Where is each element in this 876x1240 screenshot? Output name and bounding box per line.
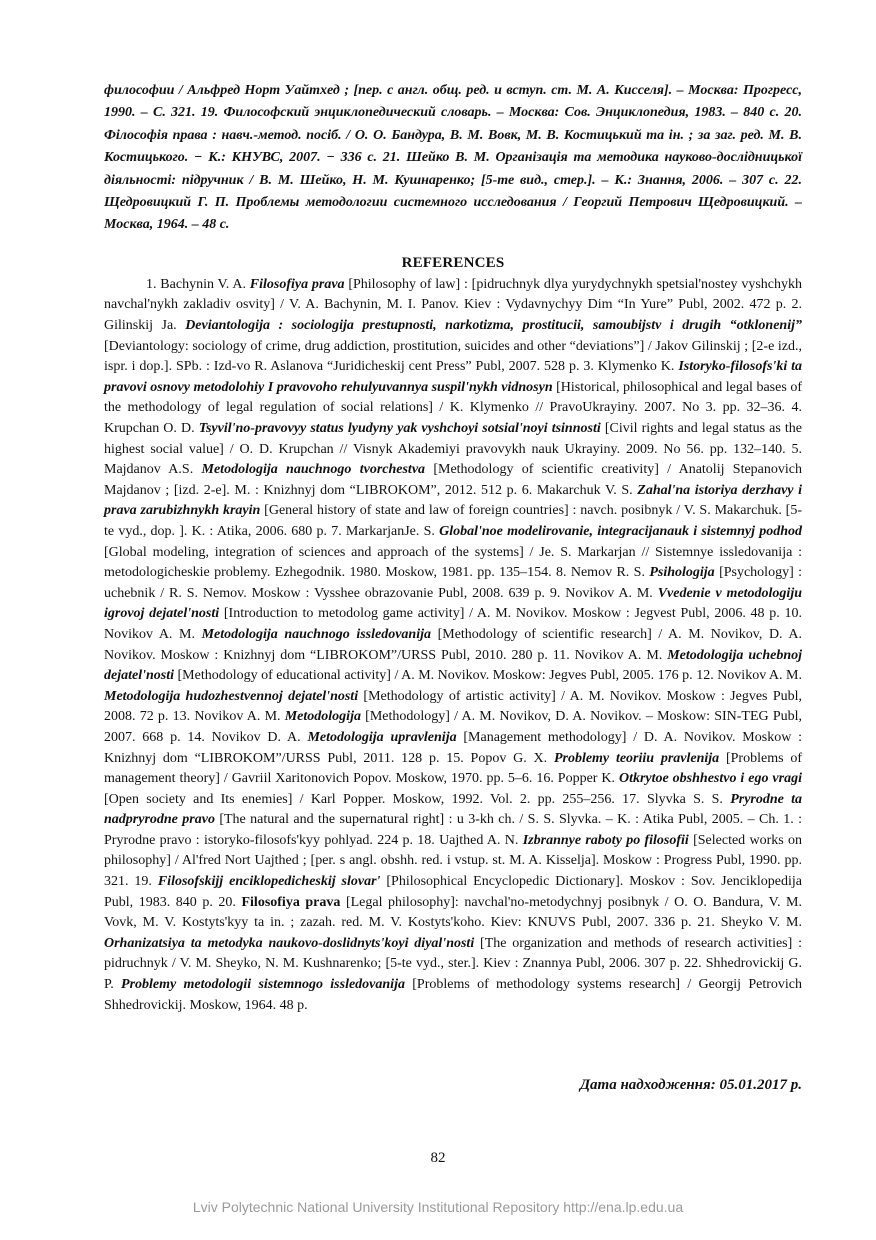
reference-text: [The natural and the supernatural right] : u 3-kh ch. / S. S. Slyvka. – K. : Atika Publ, 2005. – Ch. 1. : Pryrodne pravo : istoryko-filosofs'kyy pohlyad. 224 p. 18. Uajthed A. N.	[104, 812, 803, 848]
reference-text: [Philosophical Encyclopedic Dictionary]. Moskov : Sov. Jenciklopedija Publ, 1983. 840 p. 20.	[104, 874, 802, 910]
reference-text: [Methodology of educational activity] / A. M. Novikov. Moskow: Jegves Publ, 2005. 176 p. 12. Novikov A. M.	[174, 668, 802, 684]
reference-text: [Methodology of scientific research] / A. M. Novikov, D. A. Novikov. Moskow : Knizhnyj dom “LIBROKOM”/URSS Publ, 2010. 280 p. 11. Novikov A. M.	[104, 626, 802, 663]
reference-title: Global'noe modelirovanie, integracijanauk i sistemnyj podhod	[439, 523, 802, 539]
page-number: 82	[430, 1150, 446, 1166]
reference-text: [Legal philosophy]: navchal'no-metodychnyj posibnyk / O. O. Bandura, V. M. Vovk, M. V. Kostyts'kyy ta in. ; zazah. red. M. V. Kostyts'koho. Kiev: KNUVS Publ, 2007. 336 p. 21. Sheyko V. M.	[104, 894, 802, 931]
reference-title: Problemy teoriiu pravlenija	[553, 750, 720, 766]
reference-text: [Introduction to metodolog game activity] / A. M. Novikov. Moskow : Jegvest Publ, 2006. 48 p. 10. Novikov A. M.	[104, 606, 802, 642]
reference-title: Vvedenie v metodologiju igrovoj dejatel'nosti	[104, 585, 803, 622]
reference-title: Metodologija hudozhestvennoj dejatel'nosti	[104, 688, 359, 704]
references-list	[104, 275, 802, 1016]
reference-text: 1. Bachynin V. A.	[146, 276, 250, 292]
reference-title: Istoryko-filosofs'ki ta pravovi osnovy metodolohiy I pravovoho rehulyuvannya suspil'nykh vidnosyn	[104, 359, 802, 395]
reference-title: Tsyvil'no-pravovyy status lyudyny yak vyshchoyi sotsial'noyi tsinnosti	[198, 421, 601, 436]
references-heading: REFERENCES	[401, 254, 505, 271]
reference-title: Otkrytoe obshhestvo i ego vragi	[618, 771, 802, 787]
reference-title: Deviantologija : sociologija prestupnosti, narkotizma, prostitucii, samoubijstv i drugih “otklonenij”	[185, 318, 802, 334]
reference-text: [Open society and Its enemies] / Karl Popper. Moskow, 1992. Vol. 2. pp. 255–256. 17. Slyvka S. S.	[104, 791, 731, 807]
reference-title: Pryrodne ta nadpryrodne pravo	[104, 791, 802, 828]
reference-title: Orhanizatsiya ta metodyka naukovo-doslidnyts'koyi diyal'nosti	[104, 935, 475, 951]
reference-title: Filosofiya prava	[241, 894, 341, 910]
reference-text: [Global modeling, integration of sciences and approach of the systems] / Je. S. Markarjan // Sistemnye issledovanija : metodologicheskie problemy. Ezhegodnik. 1980. Moskow, 1981. pp. 135–154. 8. Nemov R. S.	[104, 544, 802, 581]
reference-text: [Problems of methodology systems research] / Georgij Petrovich Shhedrovickij. Moskow, 1964. 48 p.	[104, 977, 802, 1013]
reference-title: Zahal'na istoriya derzhavy i prava zarubizhnykh krayin	[104, 482, 802, 519]
reference-title: Problemy metodologii sistemnogo issledovanija	[121, 977, 405, 993]
reference-title: Filosofiya prava	[249, 276, 345, 292]
page-content	[104, 80, 802, 1016]
reference-text: [Deviantology: sociology of crime, drug addiction, prostitution, suicides and other “deviations”] / Jakov Gilinskij ; [2-e izd., ispr. i dop.]. SPb. : Izd-vo R. Aslanova “Juridicheskij cent Press” Publ, 2007. 528 p. 3. Klymenko K.	[104, 338, 802, 375]
reference-title: Metodologija nauchnogo tvorchestva	[201, 462, 426, 478]
reference-text: [Methodology of scientific creativity] / Anatolij Stepanovich Majdanov ; [izd. 2-e]. M. : Knizhnyj dom “LIBROKOM”, 2012. 512 p. 6. Makarchuk V. S.	[104, 462, 802, 498]
reference-title: Metodologija uchebnoj dejatel'nosti	[104, 647, 802, 684]
reference-title: Metodologija nauchnogo issledovanija	[201, 626, 431, 642]
reference-text: [Historical, philosophical and legal bases of the methodology of legal regulation of social relations] / K. Klymenko // PravoUkrayiny. 2007. No 3. pp. 32–36. 4. Krupchan O. D.	[104, 379, 802, 436]
reference-text: [Civil rights and legal status as the highest social value] / O. D. Krupchan // Visnyk Akademiyi pravovykh nauk Ukrayiny. 2009. No 56. pp. 132–140. 5. Majdanov A.S.	[104, 421, 803, 478]
reference-title: Metodologija upravlenija	[307, 729, 457, 745]
reference-text: [The organization and methods of research activities] : pidruchnyk / V. M. Sheyko, N. M. Kushnarenko; [5-te vyd., ster.]. Kiev : Znannya Publ, 2006. 307 p. 22. Shhedrovickij G. P.	[104, 935, 802, 993]
reference-text: [Management methodology] / D. A. Novikov. Moskow : Knizhnyj dom “LIBROKOM”/URSS Publ, 2011. 128 p. 15. Popov G. X.	[104, 729, 802, 766]
reference-title: Filosofskijj enciklopedicheskij slovar'	[157, 874, 381, 890]
repository-footer: Lviv Polytechnic National University Institutional Repository http://ena.lp.edu.ua	[192, 1199, 684, 1215]
reference-text: [Selected works on philosophy] / Al'fred Nort Uajthed ; [per. s angl. obshh. red. i vstup. st. M. A. Kisselja]. Moskow : Progress Publ, 1990. pp. 321. 19.	[104, 832, 802, 890]
reference-title: Metodologija	[284, 709, 361, 725]
reference-text: [Philosophy of law] : [pidruchnyk dlya yurydychnykh spetsial'nostey vyshchykh navchal'nykh zakladiv osvity] / V. A. Bachynin, M. I. Panov. Kiev : Vydavnychyy Dim “In Yure” Publ, 2002. 472 p. 2. Gilinskij Ja.	[104, 276, 802, 334]
reference-text: [Problems of management theory] / Gavriil Xaritonovich Popov. Moskow, 1970. pp. 5–6. 16. Popper K.	[104, 750, 802, 787]
reference-text: [General history of state and law of foreign countries] : navch. posibnyk / V. S. Makarchuk. [5-te vyd., dop. ]. K. : Atika, 2006. 680 p. 7. MarkarjanJe. S.	[104, 503, 802, 539]
reference-title: Psihologija	[649, 565, 715, 581]
reference-title: Izbrannye raboty po filosofii	[522, 832, 689, 848]
bibliography-continuation: философии / Альфред Норт Уайтхед ; [пер. с англ. общ. ред. и вступ. ст. М. А. Кисселя]. – Москва: Прогресс, 1990. – С. 321. 19. Философский энциклопедический словарь. – Москва: Сов. Энциклопедия, 1983. – 840 с. 20. Філософія права : навч.-метод. посіб. / О. О. Бандура, В. М. Вовк, М. В. Костицький та ін. ; за заг. ред. М. В. Костицького. − К.: КНУВС, 2007. − 336 с. 21. Шейко В. М. Організація та методика науково-дослідницької діяльності: підручник / В. М. Шейко, Н. М. Кушнаренко; [5-те вид., стер.]. – К.: Знання, 2006. – 307 с. 22. Щедровицкий Г. П. Проблемы методологии системного исследования / Георгий Петрович Щедровицкий. – Москва, 1964. – 48 с.	[104, 83, 802, 233]
reference-text: [Methodology of artistic activity] / A. M. Novikov. Moskow : Jegves Publ, 2008. 72 p. 13. Novikov A. M.	[104, 688, 802, 725]
reference-text: [Psychology] : uchebnik / R. S. Nemov. Moskow : Vysshee obrazovanie Publ, 2008. 639 p. 9. Novikov A. M.	[104, 565, 802, 601]
received-date: Дата надходження: 05.01.2017 р.	[579, 1077, 802, 1093]
reference-text: [Methodology] / A. M. Novikov, D. A. Novikov. – Moskow: SIN-TEG Publ, 2007. 668 p. 14. Novikov D. A.	[104, 709, 803, 745]
